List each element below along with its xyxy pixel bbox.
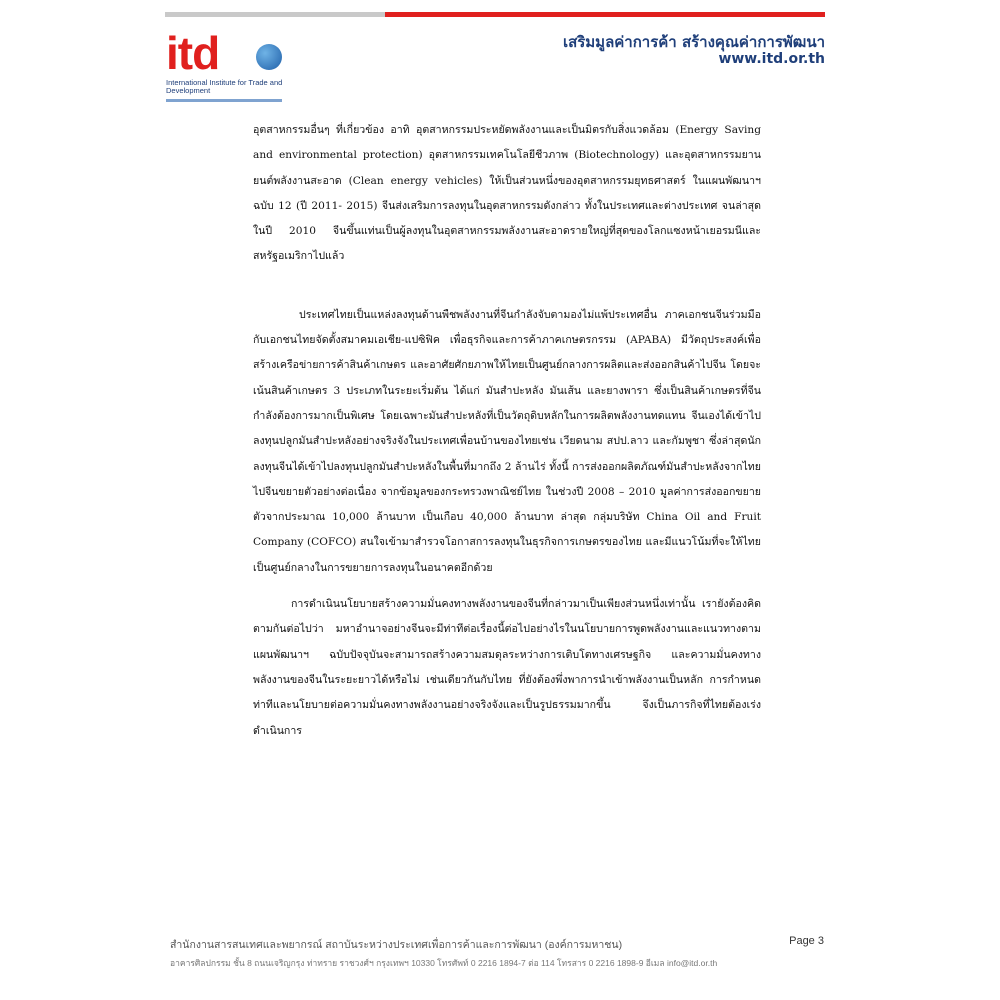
- document-body: [253, 118, 761, 744]
- paragraph-1: อุตสาหกรรมอื่นๆ ที่เกี่ยวข้อง อาทิ อุตสาหกรรมประหยัดพลังงานและเป็นมิตรกับสิ่งแวดล้อม (Energy Saving and environmental protection) อุตสาหกรรมเทคโนโลยีชีวภาพ (Biotechnology) และอุตสาหกรรมยานยนต์พลังงานสะอาด (Clean energy vehicles) ให้เป็นส่วนหนึ่งของอุตสาหกรรมยุทธศาสตร์ ในแผนพัฒนาฯ ฉบับ 12 (ปี 2011- 2015) จีนส่งเสริมการลงทุนในอุตสาหกรรมดังกล่าว ทั้งในประเทศและต่างประเทศ จนล่าสุดในปี 2010 จีนขึ้นแท่นเป็นผู้ลงทุนในอุตสาหกรรมพลังงานสะอาดรายใหญ่ที่สุดของโลกแซงหน้าเยอรมนีและสหรัฐอเมริกาไปแล้ว: [253, 124, 761, 263]
- header-tagline: เสริมมูลค่าการค้า สร้างคุณค่าการพัฒนา: [562, 33, 825, 51]
- footer-address-line: อาคารศิลปกรรม ชั้น 8 ถนนเจริญกรุง ท่าทราย ราชวงศ์ฯ กรุงเทพฯ 10330 โทรศัพท์ 0 2216 1894-7 ต่อ 114 โทรสาร 0 2216 1898-9 อีเมล info@itd.or.th: [170, 958, 718, 968]
- page-number: 3: [817, 935, 824, 947]
- logo-wordmark: itd: [166, 27, 220, 79]
- header-color-bar: [165, 12, 825, 17]
- page-footer: [170, 935, 826, 970]
- page-label: Page: [789, 935, 815, 947]
- globe-icon: [256, 44, 282, 70]
- header-bar-red-segment: [385, 12, 825, 17]
- logo-underline: [166, 99, 282, 102]
- header-tagline-block: [563, 34, 825, 68]
- page-number-block: [789, 934, 824, 948]
- paragraph-3: การดำเนินนโยบายสร้างความมั่นคงทางพลังงานของจีนที่กล่าวมาเป็นเพียงส่วนหนึ่งเท่านั้น เรายังต้องคิดตามกันต่อไปว่า มหาอำนาจอย่างจีนจะมีท่าทีต่อเรื่องนี้ต่อไปอย่างไรในนโยบายการพูดพลังงานและแนวทางตามแผนพัฒนาฯ ฉบับปัจจุบันจะสามารถสร้างความสมดุลระหว่างการเติบโตทางเศรษฐกิจ และความมั่นคงทางพลังงานของจีนในระยะยาวได้หรือไม่ เช่นเดียวกันกับไทย ที่ยังต้องพึ่งพาการนำเข้าพลังงานเป็นหลัก การกำหนดท่าทีและนโยบายต่อความมั่นคงทางพลังงานอย่างจริงจังและเป็นรูปธรรมมากขึ้น จึงเป็นภารกิจที่ไทยต้องเร่งดำเนินการ: [253, 598, 761, 737]
- footer-org-row: [170, 935, 826, 952]
- footer-org-line: สำนักงานสารสนเทศและพยากรณ์ สถาบันระหว่างประเทศเพื่อการค้าและการพัฒนา (องค์การมหาชน): [170, 939, 623, 951]
- paragraph-2: ประเทศไทยเป็นแหล่งลงทุนด้านพืชพลังงานที่จีนกำลังจับตามองไม่แพ้ประเทศอื่น ภาคเอกชนจีนร่วมมือกับเอกชนไทยจัดตั้งสมาคมเอเชีย-แปซิฟิค เพื่อธุรกิจและการค้าภาคเกษตรกรรม (APABA) มีวัตถุประสงค์เพื่อสร้างเครือข่ายการค้าสินค้าเกษตร และอาศัยศักยภาพให้ไทยเป็นศูนย์กลางการผลิตและส่งออกสินค้าไปจีน โดยจะเน้นสินค้าเกษตร 3 ประเภทในระยะเริ่มต้น ได้แก่ มันสำปะหลัง มันเส้น และยางพารา ซึ่งเป็นสินค้าเกษตรที่จีนกำลังต้องการมากเป็นพิเศษ โดยเฉพาะมันสำปะหลังที่เป็นวัตถุดิบหลักในการผลิตพลังงานทดแทน จีนเองได้เข้าไปลงทุนปลูกมันสำปะหลังอย่างจริงจังในประเทศเพื่อนบ้านของไทยเช่น เวียดนาม สปป.ลาว และกัมพูชา ซึ่งล่าสุดนักลงทุนจีนได้เข้าไปลงทุนปลูกมันสำปะหลังในพื้นที่มากถึง 2 ล้านไร่ ทั้งนี้ การส่งออกผลิตภัณฑ์มันสำปะหลังจากไทยไปจีนขยายตัวอย่างต่อเนื่อง จากข้อมูลของกระทรวงพาณิชย์ไทย ในช่วงปี 2008 – 2010 มูลค่าการส่งออกขยายตัวจากประมาณ 10,000 ล้านบาท เป็นเกือบ 40,000 ล้านบาท ล่าสุด กลุ่มบริษัท China Oil and Fruit Company (COFCO) สนใจเข้ามาสำรวจโอกาสการลงทุนในธุรกิจการเกษตรของไทย และมีแนวโน้มที่จะให้ไทยเป็นศูนย์กลางในการขยายการลงทุนในอนาคตอีกด้วย: [253, 308, 761, 574]
- header-url: www.itd.or.th: [718, 51, 825, 67]
- header-bar-gray-segment: [165, 12, 385, 17]
- itd-logo: [166, 27, 306, 106]
- logo-subtitle: International Institute for Trade and Development: [166, 78, 283, 95]
